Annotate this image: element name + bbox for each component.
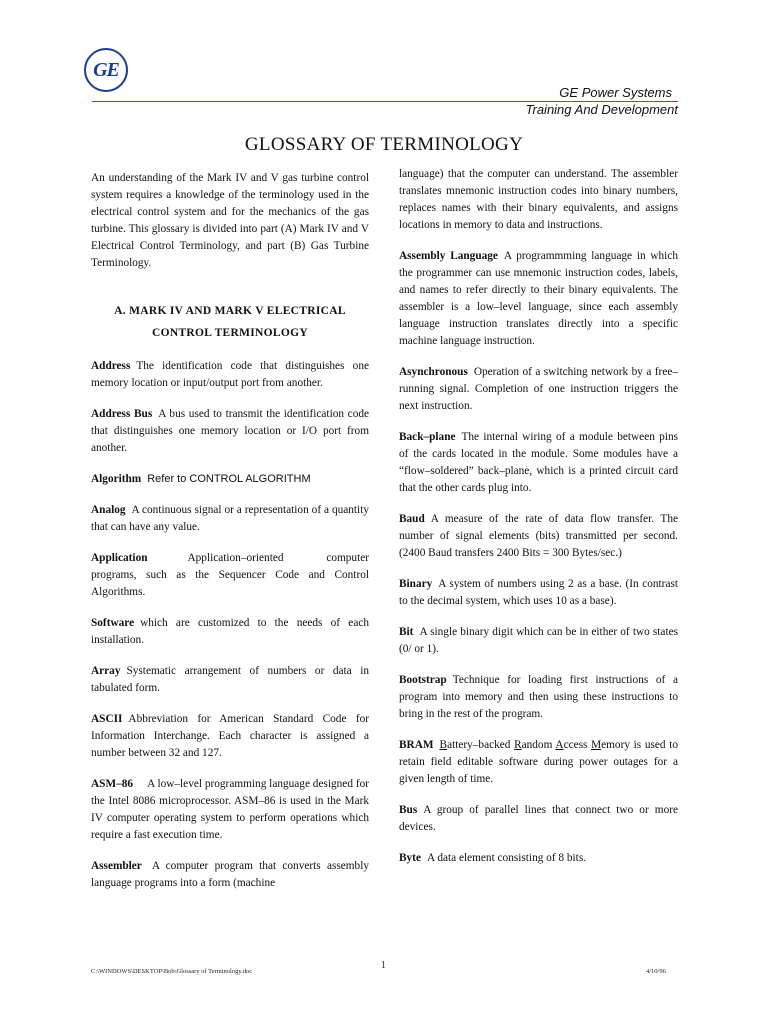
acronym-letter: M <box>591 739 602 751</box>
header-company: GE Power Systems <box>559 85 672 100</box>
entry-term: Algorithm <box>91 473 142 485</box>
entry-definition: is used to retain field editable software during power outages for a given length of time. <box>399 739 678 785</box>
glossary-entry <box>399 248 678 350</box>
entry-definition: A low–level programming language designed for the Intel 8086 microprocessor. ASM–86 is used in the Mark IV computer operating system to perform operations which require a fast execution time. <box>91 778 369 841</box>
entry-definition: A continuous signal or a representation of a quantity that can have any value. <box>91 504 369 533</box>
glossary-entry-bram <box>399 737 678 788</box>
entry-definition: Systematic arrangement of numbers or data in tabulated form. <box>91 665 369 694</box>
intro-paragraph: An understanding of the Mark IV and V gas turbine control system requires a knowledge of the terminology used in the electrical control system and for the mechanics of the gas turbine. This glossary is divided into part (A) Mark IV and V Electrical Control Terminology, and part (B) Gas Turbine Terminology. <box>91 172 369 269</box>
entry-term: Bus <box>399 804 418 816</box>
entry-definition: which are customized to the needs of each installation. <box>91 617 369 646</box>
entry-definition: Refer to CONTROL ALGORITHM <box>147 473 311 485</box>
left-column <box>91 170 369 906</box>
entry-term: Back–plane <box>399 431 456 443</box>
glossary-entry <box>399 511 678 562</box>
glossary-entry <box>91 358 369 392</box>
glossary-entry <box>91 502 369 536</box>
glossary-entry <box>399 429 678 497</box>
section-heading <box>91 300 369 344</box>
entry-term: Analog <box>91 504 126 516</box>
acronym-letter: B <box>439 739 448 751</box>
entry-text: emory <box>601 739 630 751</box>
entry-text: attery–backed <box>447 739 515 751</box>
entry-definition: A measure of the rate of data flow transfer. The number of signal elements (bits) transmitted per second. (2400 Baud transfers 2400 Bits = 300 Bytes/sec.) <box>399 513 678 559</box>
entry-term: Bootstrap <box>399 674 447 686</box>
glossary-entry <box>91 406 369 457</box>
entry-text: ccess <box>563 739 592 751</box>
glossary-entry <box>399 624 678 658</box>
acronym-letter: R <box>514 739 522 751</box>
entry-definition: Application–oriented computer programs, such as the Sequencer Code and Control Algorithms. <box>91 552 369 598</box>
entry-term: Assembler <box>91 860 142 872</box>
entry-continuation: language) that the computer can understand. The assembler translates mnemonic instruction codes into binary numbers, replaces names with their binary equivalents, and assigns locations in memory to data and instructions. <box>399 168 678 231</box>
entry-term: Baud <box>399 513 425 525</box>
entry-term: Asynchronous <box>399 366 468 378</box>
entry-text: andom <box>521 739 556 751</box>
header-department: Training And Development <box>525 102 678 117</box>
section-heading-line1: A. MARK IV AND MARK V ELECTRICAL <box>114 305 346 317</box>
entry-definition: Abbreviation for American Standard Code for Information Interchange. Each character is assigned a number between 32 and 127. <box>91 713 369 759</box>
entry-term: BRAM <box>399 739 434 751</box>
entry-definition: The internal wiring of a module between pins of the cards located in the module. Some modules have a “flow–soldered” back–plane, which is a printed circuit card that the other cards plug into. <box>399 431 678 494</box>
entry-definition: The identification code that distinguishes one memory location or input/output port from another. <box>91 360 369 389</box>
entry-term: Address <box>91 360 131 372</box>
glossary-entry <box>91 858 369 892</box>
acronym-letter: A <box>555 739 564 751</box>
entry-definition: A group of parallel lines that connect two or more devices. <box>399 804 678 833</box>
footer-date: 4/10/96 <box>646 968 666 975</box>
entry-term: Byte <box>399 852 421 864</box>
entry-term: ASM–86 <box>91 778 134 790</box>
glossary-entry <box>399 576 678 610</box>
entry-definition: Technique for loading first instructions of a program into memory and then using these instructions to bring in the rest of the program. <box>399 674 678 720</box>
entry-term: Assembly Language <box>399 250 498 262</box>
ge-logo: GE <box>84 48 128 92</box>
right-column <box>399 166 678 881</box>
glossary-entry <box>91 663 369 697</box>
glossary-entry <box>91 550 369 601</box>
entry-definition: A data element consisting of 8 bits. <box>426 852 587 864</box>
glossary-entry <box>91 711 369 762</box>
entry-term: Bit <box>399 626 414 638</box>
glossary-entry <box>399 802 678 836</box>
entry-term: Address Bus <box>91 408 153 420</box>
glossary-entry <box>399 672 678 723</box>
footer-file-path: C:\WINDOWS\DESKTOP\Bob\Glossary of Terminology.doc <box>91 968 253 975</box>
glossary-entry <box>399 364 678 415</box>
entry-definition: A bus used to transmit the identification code that distinguishes one memory location or I/O port from another. <box>91 408 369 454</box>
entry-definition: A system of numbers using 2 as a base. (In contrast to the decimal system, which uses 10 as a base). <box>399 578 678 607</box>
entry-definition: A computer program that converts assembly language programs into a form (machine <box>91 860 369 889</box>
entry-term: ASCII <box>91 713 123 725</box>
glossary-entry <box>91 615 369 649</box>
glossary-entry <box>399 850 678 867</box>
entry-term: Application <box>91 552 148 564</box>
entry-definition: A programmming language in which the programmer can use mnemonic instruction codes, labels, and names to refer directly to their binary equivalents. The assembler is a low–level language, since each assembly language instruction translates directly into a specific machine language instruction. <box>399 250 678 347</box>
page-title: GLOSSARY OF TERMINOLOGY <box>244 134 524 155</box>
entry-definition: A single binary digit which can be in either of two states (0/ or 1). <box>399 626 678 655</box>
entry-term: Binary <box>399 578 433 590</box>
entry-term: Array <box>91 665 121 677</box>
entry-definition: Operation of a switching network by a free–running signal. Completion of one instruction triggers the next instruction. <box>399 366 678 412</box>
section-heading-line2: CONTROL TERMINOLOGY <box>152 327 308 339</box>
entry-term: Software <box>91 617 135 629</box>
glossary-entry <box>91 471 369 488</box>
footer-page-number: 1 <box>381 960 386 971</box>
glossary-entry <box>91 776 369 844</box>
